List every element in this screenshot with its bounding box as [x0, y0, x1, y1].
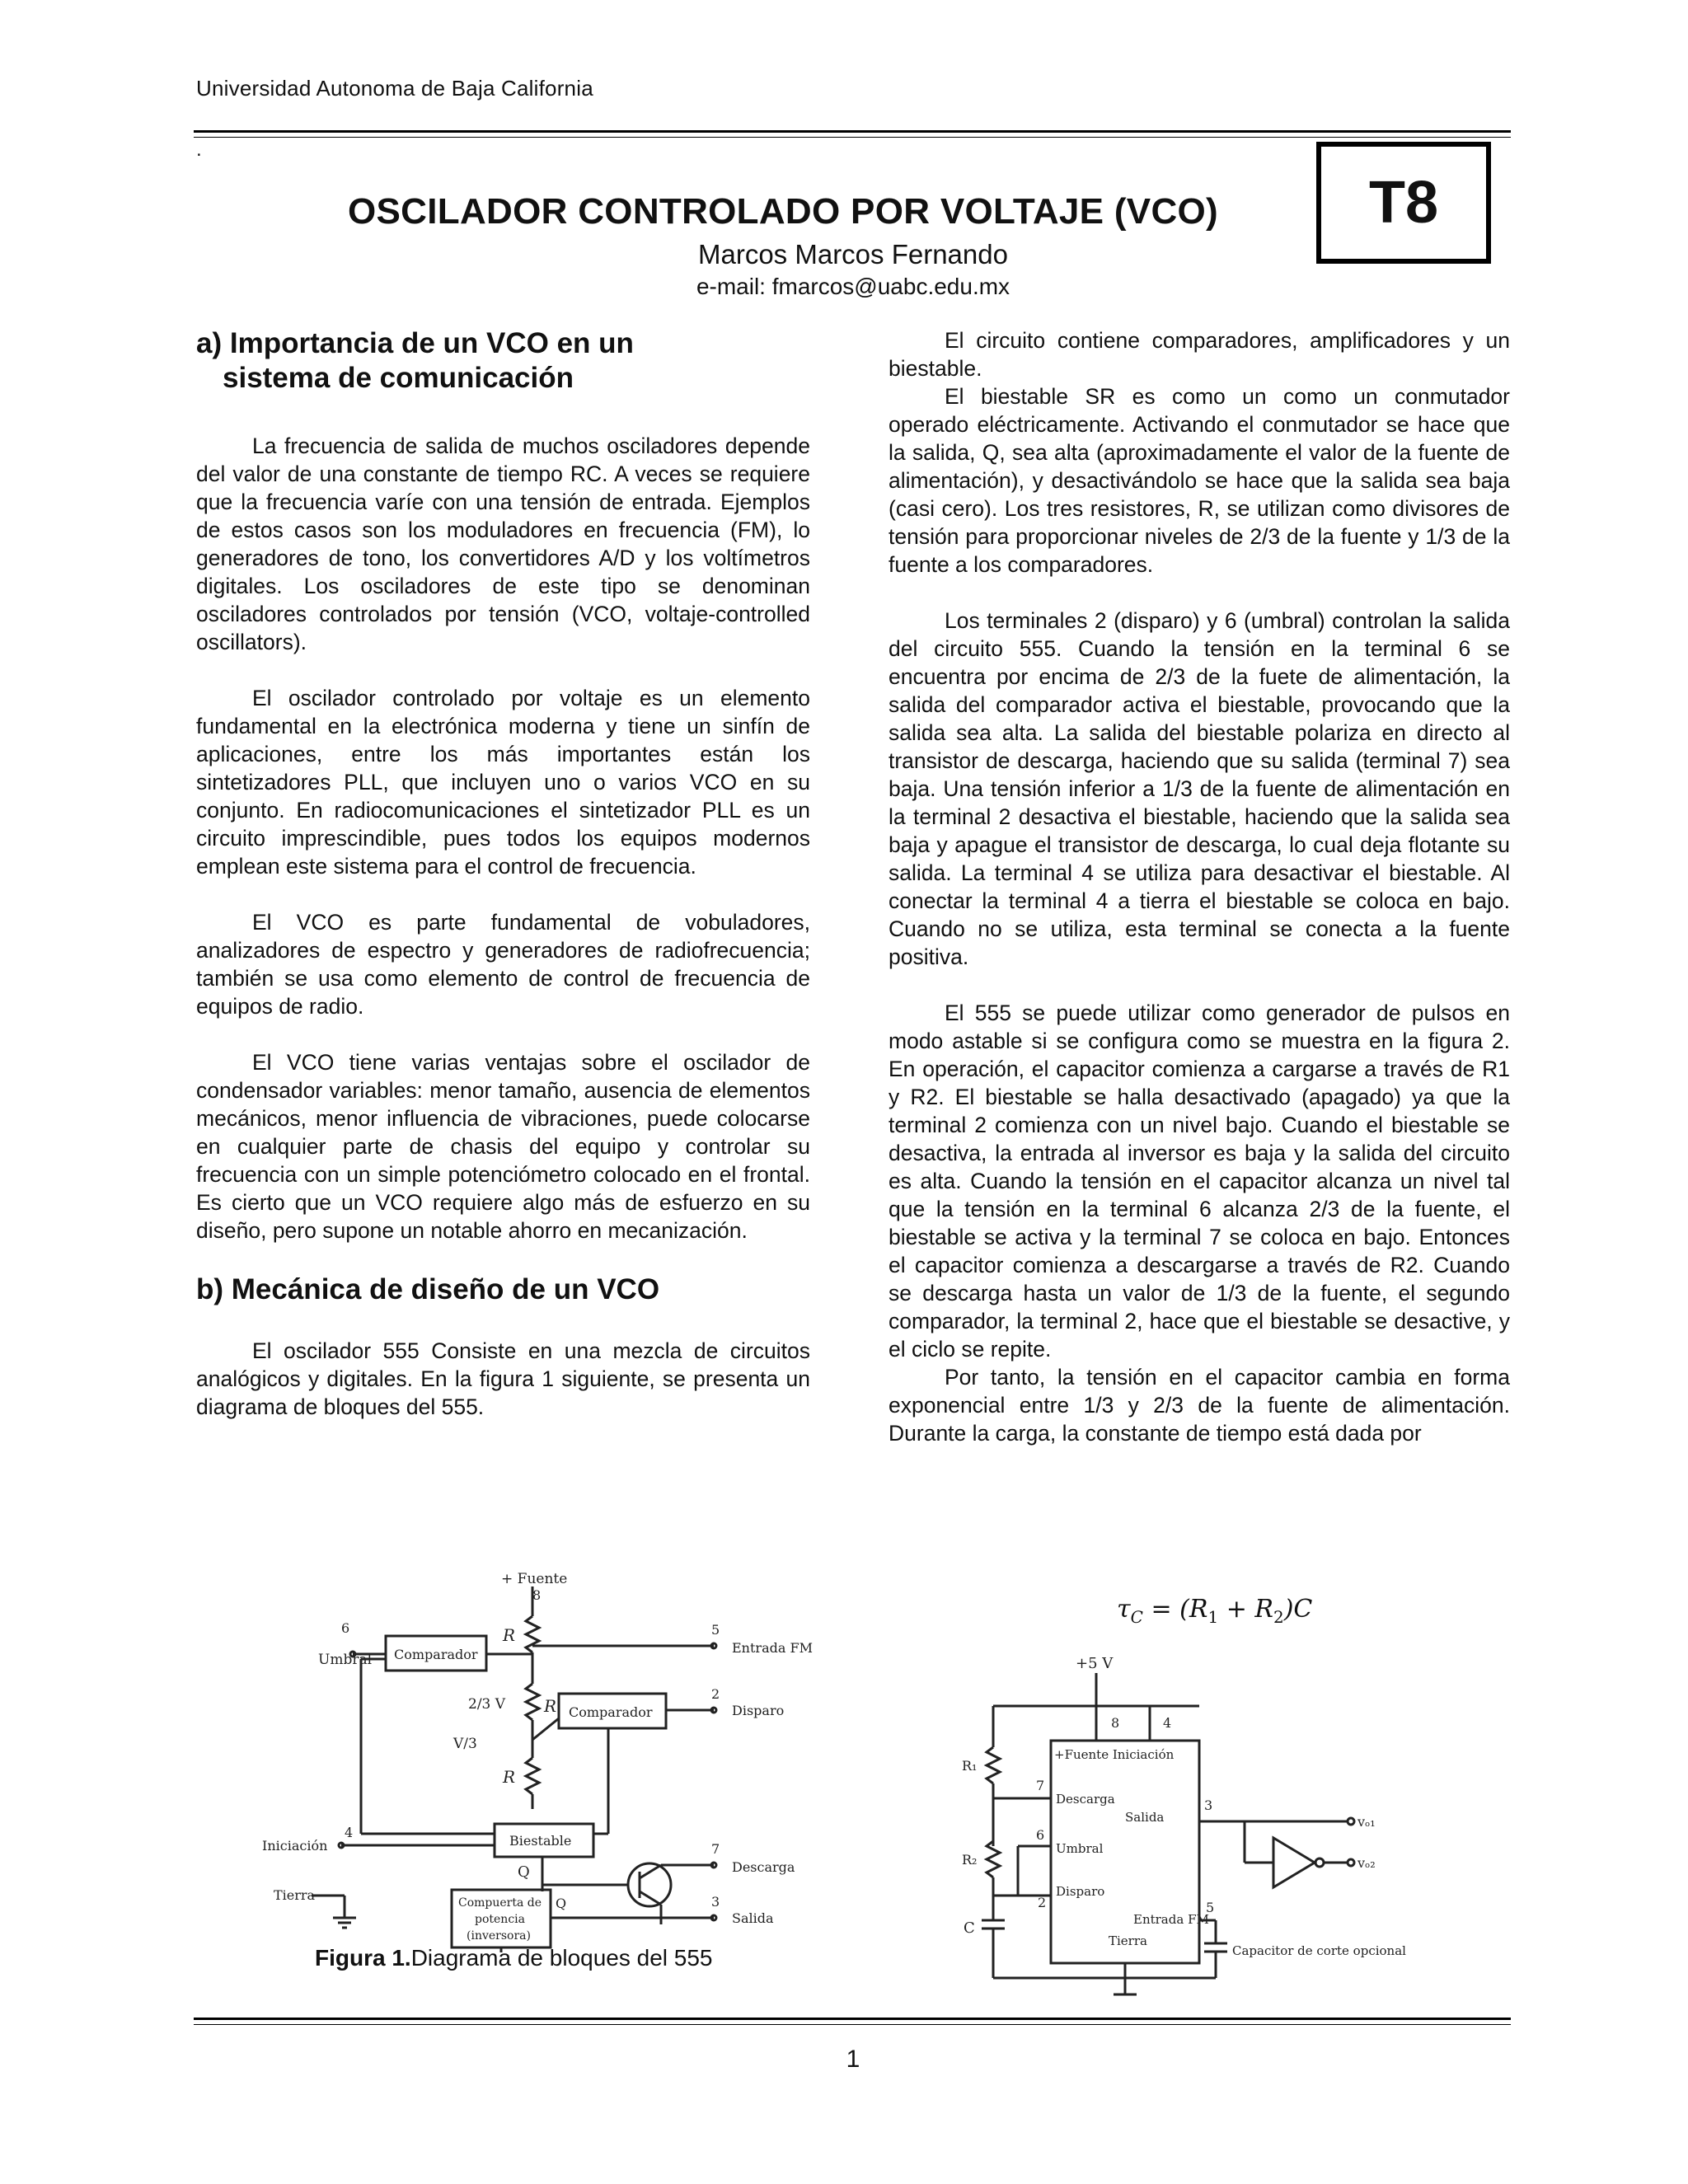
- paragraph: El circuito contiene comparadores, amplificadores y un biestable.: [889, 328, 1510, 381]
- paragraph: El biestable SR es como un como un conmutador operado eléctricamente. Activando el conmutador se hace que la salida, Q, sea alta (aproximadamente el valor de la fuente de alimentación), y desactivándolo se hace que la salida sea baja (casi cero). Los tres resistores, R, se utilizan como divisores de tensión para proporcionar niveles de 2/3 de la fuente y 1/3 de la fuente a los comparadores.: [889, 384, 1510, 577]
- fig1-pin4: 4: [345, 1825, 354, 1840]
- header-dot: .: [196, 138, 202, 161]
- figure-1-caption-text: Diagrama de bloques del 555: [410, 1945, 713, 1971]
- paragraph: Los terminales 2 (disparo) y 6 (umbral) controlan la salida del circuito 555. Cuando la tensión en la terminal 6 se encuentra por encima de 2/3 de la fuete de alimentación, la salida del comparador activa el biestable, provocando que la salida sea alta. La salida del biestable polariza en directo al transistor de descarga, haciendo que su salida (terminal 7) sea baja. Una tensión inferior a 1/3 de la fuente de alimentación en la terminal 2 desactiva el biestable, haciendo que la salida sea baja y apague el transistor de descarga, lo cual deja flotante su salida. La terminal 4 se utiliza para desactivar el biestable. Al conectar la terminal 4 a tierra el biestable se coloca en bajo. Cuando no se utiliza, esta terminal se conecta a la fuente positiva.: [889, 608, 1510, 969]
- page-title: OSCILADOR CONTROLADO POR VOLTAJE (VCO): [348, 191, 1218, 232]
- paragraph: El 555 se puede utilizar como generador de pulsos en modo astable si se configura como se muestra en la figura 2. En operación, el capacitor comienza a cargarse a través de R1 y R2. El biestable se halla desactivado (apagado) ya que la terminal 2 comienza con un nivel bajo. Cuando el biestable se desactiva, la entrada al inversor es baja y la salida del circuito es alta. Cuando la tensión en el capacitor alcanza un nivel tal que la tensión en la terminal 6 alcanza 2/3 de la fuente, el biestable se activa y la terminal 7 se coloca en bajo. Entonces el capacitor comienza a descargarse a través de R2. Cuando se descarga hasta un valor de 1/3 de la fuente, el segundo comparador, la terminal 2, hace que el biestable se desactive, y el ciclo se repite.: [889, 1001, 1510, 1361]
- author-email: e-mail: fmarcos@uabc.edu.mx: [696, 274, 1010, 299]
- fig2-pin5: 5: [1206, 1900, 1215, 1915]
- footer-rule-thick: [194, 2018, 1511, 2020]
- fig2-pin6: 6: [1036, 1827, 1045, 1843]
- paragraph: Por tanto, la tensión en el capacitor cambia en forma exponencial entre 1/3 y 2/3 de la fuente de alimentación. Durante la carga, la constante de tiempo está dada por: [889, 1365, 1510, 1446]
- formula-tau: τ: [1117, 1595, 1131, 1624]
- fig2-c: C: [964, 1919, 975, 1937]
- header-rule-thin: [194, 137, 1511, 138]
- fig1-transistor: [628, 1863, 671, 1906]
- paragraph: El VCO es parte fundamental de vobuladores, analizadores de espectro y generadores de radiofrecuencia; también se usa como elemento de control de frecuencia de equipos de radio.: [196, 910, 810, 1019]
- topic-badge-label: T8: [1368, 170, 1439, 236]
- fig1-two-thirds: 2/3 V: [468, 1696, 506, 1713]
- formula-part: +: [1218, 1595, 1255, 1624]
- fig1-r-top: R: [503, 1625, 516, 1645]
- fig1-pin5: 5: [711, 1622, 720, 1638]
- formula-sub: 1: [1207, 1607, 1219, 1627]
- fig1-pin6: 6: [341, 1620, 350, 1636]
- formula-sub: C: [1130, 1607, 1143, 1627]
- section-heading-a-line1: a) Importancia de un VCO en un: [196, 327, 634, 359]
- fig1-q2: Q: [556, 1896, 567, 1911]
- fig2-pin4: 4: [1163, 1715, 1172, 1731]
- fig2-pin3: 3: [1204, 1797, 1213, 1813]
- fig2-vo2: vₒ₂: [1357, 1855, 1376, 1871]
- formula-part: )C: [1283, 1595, 1313, 1624]
- fig1-q: Q: [518, 1863, 530, 1881]
- section-heading-a-line2: sistema de comunicación: [223, 362, 574, 394]
- header-university: Universidad Autonoma de Baja California: [196, 76, 593, 101]
- author-name: Marcos Marcos Fernando: [698, 239, 1008, 269]
- fig1-r-mid: R: [544, 1696, 557, 1716]
- fig1-compuerta-l1: Compuerta de: [458, 1896, 542, 1910]
- fig1-descarga: Descarga: [732, 1859, 795, 1875]
- right-column: [889, 326, 1510, 1447]
- figure-1-caption-label: Figura 1.: [315, 1945, 411, 1971]
- fig1-pin7: 7: [711, 1841, 720, 1857]
- fig1-iniciacion: Iniciación: [262, 1838, 328, 1854]
- fig2-supply: +5 V: [1076, 1655, 1114, 1672]
- fig2-cap-opcional: Capacitor de corte opcional: [1232, 1943, 1406, 1958]
- fig1-pin8: 8: [532, 1587, 542, 1603]
- fig2-r1: R₁: [962, 1758, 978, 1774]
- fig1-tierra: Tierra: [274, 1887, 316, 1903]
- fig1-entrada-fm: Entrada FM: [732, 1640, 813, 1656]
- fig1-fuente-label: + Fuente: [501, 1571, 568, 1587]
- fig2-disparo: Disparo: [1056, 1884, 1105, 1899]
- figure-1-block-diagram: [262, 1562, 823, 1957]
- paragraph: El oscilador controlado por voltaje es un elemento fundamental en la electrónica moderna y tiene un sinfín de aplicaciones, entre los más importantes están los sintetizadores PLL, que incluyen uno o varios VCO en su conjunto. En radiocomunicaciones el sintetizador PLL es un circuito imprescindible, pues todos los equipos modernos emplean este sistema para el control de frecuencia.: [196, 686, 810, 879]
- formula-part: R: [1189, 1595, 1208, 1624]
- fig1-pin3: 3: [711, 1894, 720, 1910]
- paragraph: El VCO tiene varias ventajas sobre el oscilador de condensador variables: menor tamaño, ausencia de elementos mecánicos, menor influencia de vibraciones, puede colocarse en cualquier parte de chasis del equipo y controlar su frecuencia con un simple potenciómetro colocado en el frontal. Es cierto que un VCO requiere algo más de esfuerzo en su diseño, pero supone un notable ahorro en mecanización.: [196, 1050, 810, 1243]
- fig1-compuerta-l3: (inversora): [467, 1929, 531, 1943]
- fig2-fuente-iniciacion: +Fuente Iniciación: [1054, 1747, 1175, 1762]
- fig1-compuerta-l2: potencia: [475, 1913, 525, 1926]
- fig1-comparador-bottom: Comparador: [569, 1704, 653, 1720]
- fig1-comparador-top: Comparador: [394, 1647, 478, 1662]
- fig2-salida: Salida: [1125, 1810, 1165, 1825]
- footer-rule-thin: [194, 2024, 1511, 2025]
- fig2-tierra: Tierra: [1109, 1933, 1147, 1948]
- paragraph: El oscilador 555 Consiste en una mezcla de circuitos analógicos y digitales. En la figura 1 siguiente, se presenta un diagrama de bloques del 555.: [196, 1338, 810, 1419]
- figure-1-caption: [315, 1945, 713, 1971]
- fig2-vo1: vₒ₁: [1357, 1814, 1376, 1830]
- fig1-one-third: V/3: [453, 1736, 477, 1752]
- fig2-pin2: 2: [1038, 1895, 1047, 1910]
- fig2-r2: R₂: [962, 1852, 978, 1868]
- left-column: [196, 326, 810, 1421]
- formula-part: = (: [1142, 1595, 1189, 1624]
- fig1-biestable: Biestable: [509, 1833, 572, 1849]
- time-constant-formula: [1117, 1595, 1312, 1627]
- formula-sub: 2: [1273, 1607, 1284, 1627]
- fig2-umbral: Umbral: [1056, 1841, 1104, 1856]
- fig2-buffer: [1273, 1838, 1315, 1887]
- fig2-descarga: Descarga: [1056, 1792, 1115, 1807]
- figure-2-astable-circuit: [960, 1648, 1438, 1999]
- paragraph: La frecuencia de salida de muchos osciladores depende del valor de una constante de tiempo RC. A veces se requiere que la frecuencia varíe con una tensión de entrada. Ejemplos de estos casos son los moduladores en frecuencia (FM), lo generadores de tono, los convertidores A/D y los voltímetros digitales. Los osciladores de este tipo se denominan osciladores controlados por tensión (VCO, voltaje-controlled oscillators).: [196, 434, 810, 654]
- fig2-entrada-fm: Entrada FM: [1133, 1912, 1209, 1927]
- section-heading-a: [196, 326, 810, 396]
- fig1-salida: Salida: [732, 1910, 774, 1926]
- section-heading-b: b) Mecánica de diseño de un VCO: [196, 1273, 660, 1305]
- fig1-disparo: Disparo: [732, 1703, 785, 1718]
- formula-part: R: [1254, 1595, 1273, 1624]
- fig2-pin8: 8: [1111, 1715, 1120, 1731]
- fig1-r-bot: R: [503, 1767, 516, 1787]
- fig1-umbral: Umbral: [318, 1652, 373, 1668]
- header-rule-thick: [194, 130, 1511, 133]
- fig1-pin2: 2: [711, 1686, 720, 1702]
- fig2-pin7: 7: [1036, 1778, 1045, 1793]
- page-number: 1: [846, 2046, 860, 2073]
